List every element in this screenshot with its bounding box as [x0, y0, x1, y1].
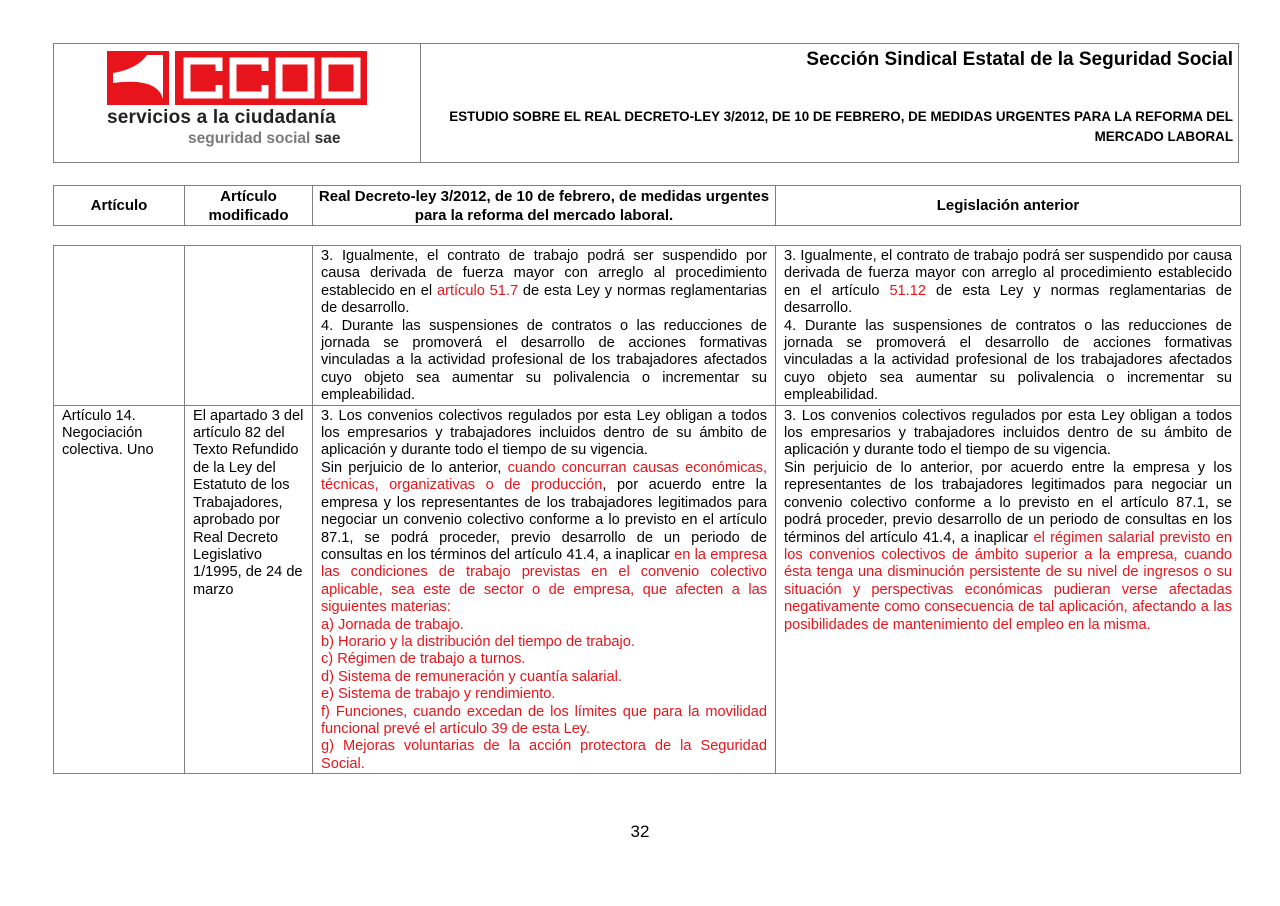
cell-anterior — [776, 246, 1241, 406]
ccoo-logo-mark-icon — [107, 51, 367, 107]
page-number: 32 — [630, 822, 650, 841]
text-run: , por acuerdo entre la empresa y los representantes de los trabajadores legitimados para negociar un convenio colectivo conforme a lo previsto en el artículo 87.1, se podrá proceder, previo desarrollo de un periodo de consultas en los términos del artículo 41.4, a inaplicar — [321, 477, 767, 563]
cell-articulo: Artículo 14. Negociación colectiva. Uno — [54, 405, 185, 774]
text-run: de esta Ley y normas reglamentarias de desarrollo. — [321, 282, 767, 317]
logo-tagline: servicios a la ciudadanía — [107, 107, 336, 128]
text-run: 3. Igualmente, el contrato de trabajo podrá ser suspendido por causa derivada de fuerza mayor con arreglo al procedimiento establecido en el — [321, 248, 767, 299]
cell-articulo — [54, 246, 185, 406]
document-header — [53, 43, 1239, 163]
list-item: d) Sistema de remuneración y cuantía salarial. — [321, 668, 622, 685]
ccoo-logo — [54, 44, 421, 162]
highlighted-text: 51.12 — [889, 282, 926, 299]
logo-subtagline-suffix: sae — [314, 130, 341, 147]
column-header-articulo: Artículo — [54, 186, 185, 226]
comparison-table — [53, 245, 1241, 774]
paragraph: 3. Los convenios colectivos regulados por esta Ley obligan a todos los empresarios y trabajadores incluidos dentro de su ámbito de aplicación y durante todo el tiempo de su vigencia. — [784, 407, 1232, 459]
paragraph: 3. Los convenios colectivos regulados por esta Ley obligan a todos los empresarios y trabajadores incluidos dentro de su ámbito de aplicación y durante todo el tiempo de su vigencia. — [321, 407, 767, 459]
paragraph — [784, 460, 1232, 634]
text-run: Sin perjuicio de lo anterior, por acuerdo entre la empresa y los representantes de los trabajadores legitimados para negociar un convenio colectivo conforme a lo previsto en el artículo 87.1, se podrá proceder, previo desarrollo de un periodo de consultas en los términos del artículo 41.4, a inaplicar — [784, 459, 1232, 546]
document-subtitle: ESTUDIO SOBRE EL REAL DECRETO-LEY 3/2012, DE 10 DE FEBRERO, DE MEDIDAS URGENTES PARA LA REFORMA DEL MERCADO LABORAL — [449, 109, 1233, 144]
paragraph — [321, 460, 767, 617]
paragraph — [784, 248, 1232, 318]
list-item: f) Funciones, cuando excedan de los límites que para la movilidad funcional prevé el artículo 39 de esta Ley. — [321, 703, 767, 737]
cell-modificado: El apartado 3 del artículo 82 del Texto Refundido de la Ley del Estatuto de los Trabajadores, aprobado por Real Decreto Legislativo 1/1995, de 24 de marzo — [185, 405, 313, 774]
logo-subtagline-main: seguridad social — [188, 130, 311, 147]
text-run: de esta Ley y normas reglamentarias de desarrollo. — [784, 282, 1232, 317]
column-header-anterior: Legislación anterior — [776, 186, 1241, 226]
list-item: c) Régimen de trabajo a turnos. — [321, 651, 526, 668]
list-item: e) Sistema de trabajo y rendimiento. — [321, 686, 556, 703]
table-row — [54, 246, 1241, 406]
list-item: a) Jornada de trabajo. — [321, 616, 464, 633]
highlighted-text: en la empresa las condiciones de trabajo previstas en el convenio colectivo aplicable, sea este de sector o de empresa, que afecten a las siguientes materias: — [321, 546, 768, 616]
logo-subtagline — [188, 130, 341, 148]
column-header-real-decreto: Real Decreto-ley 3/2012, de 10 de febrero, de medidas urgentes para la reforma del mercado laboral. — [313, 186, 776, 226]
cell-nuevo — [313, 405, 776, 774]
text-run: 3. Igualmente, el contrato de trabajo podrá ser suspendido por causa derivada de fuerza mayor con arreglo al procedimiento establecido en el artículo — [784, 248, 1232, 299]
cell-nuevo — [313, 246, 776, 406]
list-item: b) Horario y la distribución del tiempo de trabajo. — [321, 633, 635, 650]
document-title: Sección Sindical Estatal de la Seguridad Social — [806, 49, 1233, 70]
column-header-modificado: Artículo modificado — [185, 186, 313, 226]
highlighted-text: cuando concurran causas económicas, técnicas, organizativas o de producción — [321, 459, 767, 494]
highlighted-text: el régimen salarial previsto en los convenios colectivos de ámbito superior a la empresa, cuando ésta tenga una disminución persistente de su nivel de ingresos o su situación y perspectivas económicas pudieran verse afectadas negativamente como consecuencia de tal aplicación, afectando a las posibilidades de mantenimiento del empleo en la misma. — [784, 529, 1232, 633]
column-header-table — [53, 185, 1241, 226]
cell-modificado — [185, 246, 313, 406]
paragraph — [321, 248, 767, 318]
table-row — [54, 405, 1241, 774]
paragraph: 4. Durante las suspensiones de contratos o las reducciones de jornada se promoverá el desarrollo de acciones formativas vinculadas a la actividad profesional de los trabajadores afectados cuyo objeto sea aumentar su polivalencia o incrementar su empleabilidad. — [321, 317, 767, 404]
cell-anterior — [776, 405, 1241, 774]
highlighted-text: artículo 51.7 — [436, 282, 519, 299]
text-run: Sin perjuicio de lo anterior, — [321, 459, 508, 476]
list-item: g) Mejoras voluntarias de la acción protectora de la Seguridad Social. — [321, 738, 767, 772]
paragraph: 4. Durante las suspensiones de contratos o las reducciones de jornada se promoverá el desarrollo de acciones formativas vinculadas a la actividad profesional de los trabajadores afectados cuyo objeto sea aumentar su polivalencia o incrementar su empleabilidad. — [784, 317, 1232, 404]
